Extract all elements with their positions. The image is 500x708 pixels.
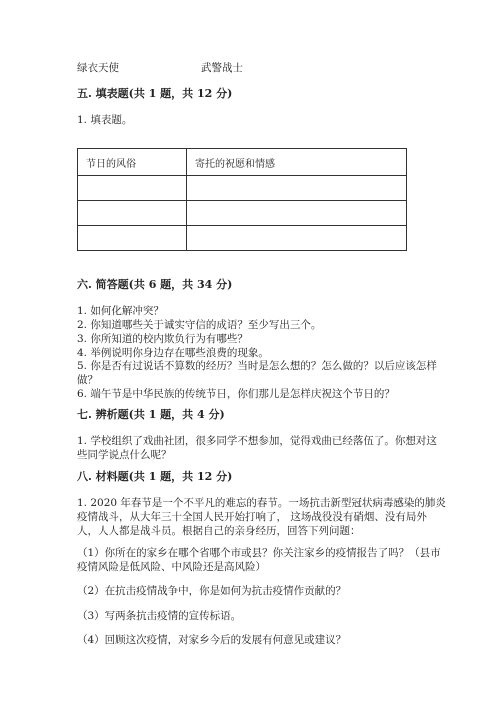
table-cell[interactable] <box>187 176 407 201</box>
section-6-question-5-cont: 做？ <box>77 374 98 386</box>
section-7-title: 七. 辨析题(共 1 题，共 4 分) <box>77 408 225 421</box>
section-8-sub-4: （4）回顾这次疫情，对家乡今后的发展有何意见或建议？ <box>77 634 347 646</box>
option-text-2: 武警战士 <box>201 62 243 74</box>
section-6-question-5: 5. 你是否有过说话不算数的经历？当时是怎么想的？怎么做的？以后应该怎样 <box>77 360 437 372</box>
table-cell[interactable] <box>187 226 407 251</box>
section-6-question-2: 2. 你知道哪些关于诚实守信的成语？至少写出三个。 <box>77 319 322 331</box>
section-7-line-1: 1. 学校组织了戏曲社团，很多同学不想参加，觉得戏曲已经落伍了。你想对这 <box>77 435 437 447</box>
section-6-question-6: 6. 端午节是中华民族的传统节日，你们那儿是怎样庆祝这个节日的？ <box>77 388 395 400</box>
table-row <box>78 201 407 226</box>
option-text-1: 绿衣天使 <box>77 62 119 74</box>
section-8-intro-2: 疫情战斗，从大年三十全国人民开始打响了， 这场战役没有硝烟、没有局外 <box>77 511 427 523</box>
section-8-intro-1: 1. 2020 年春节是一个不平凡的难忘的春节。一场抗击新型冠状病毒感染的肺炎 <box>77 497 446 509</box>
section-5-title: 五. 填表题(共 1 题，共 12 分) <box>77 87 233 100</box>
table-row <box>78 176 407 201</box>
section-8-sub-1-line-1: （1）你所在的家乡在哪个省哪个市或县？你关注家乡的疫情报告了吗？（县市 <box>77 547 441 559</box>
section-8-title: 八. 材料题(共 1 题，共 12 分) <box>77 470 233 483</box>
table-cell[interactable] <box>78 176 187 201</box>
section-8-sub-2: （2）在抗击疫情战争中，你是如何为抗击疫情作贡献的？ <box>77 585 347 597</box>
section-8-intro-3: 人，人人都是战斗员。根据自己的亲身经历，回答下列问题： <box>77 525 361 537</box>
table-cell[interactable] <box>187 201 407 226</box>
table-cell[interactable] <box>78 226 187 251</box>
section-6-question-4: 4. 举例说明你身边存在哪些浪费的现象。 <box>77 347 269 359</box>
section-6-question-3: 3. 你所知道的校内欺负行为有哪些？ <box>77 333 248 345</box>
table-cell[interactable] <box>78 201 187 226</box>
section-7-line-2: 些同学说点什么呢？ <box>77 449 172 461</box>
section-6-question-1: 1. 如何化解冲突？ <box>77 305 164 317</box>
section-8-sub-3: （3）写两条抗击疫情的宣传标语。 <box>77 610 242 622</box>
section-5-question-1: 1. 填表题。 <box>77 114 133 126</box>
section-8-sub-1-line-2: 疫情风险是低风险、中风险还是高风险） <box>77 561 266 573</box>
table-row <box>78 226 407 251</box>
fill-table <box>77 148 407 251</box>
section-6-title: 六. 简答题(共 6 题，共 34 分) <box>77 278 233 291</box>
table-header-customs: 节日的风俗 <box>78 149 187 176</box>
table-header-row <box>78 149 407 176</box>
table-header-wishes: 寄托的祝愿和情感 <box>187 149 407 176</box>
